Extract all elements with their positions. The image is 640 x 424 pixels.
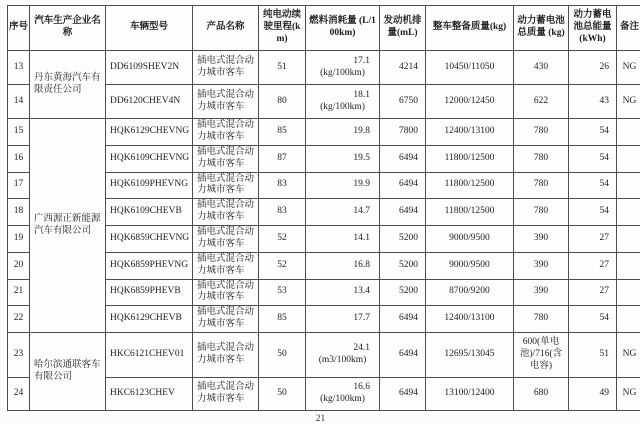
cell-battery-energy: 54 [569,145,617,172]
cell-model: HQK6129CHEVNG [106,119,193,146]
cell-battery-mass: 622 [514,85,569,119]
header-remark: 备注 [617,6,640,51]
fuel-value: 19.9 [308,179,377,191]
cell-engine-displacement: 6494 [380,145,426,172]
cell-engine-displacement: 6494 [380,378,426,411]
cell-fuel-consumption [306,172,380,199]
fuel-value: 13.4 [308,286,377,298]
cell-engine-displacement: 6494 [380,306,426,333]
cell-serial-number: 21 [8,279,30,306]
cell-curb-weight: 12400/13100 [426,119,514,146]
cell-fuel-consumption [306,119,380,146]
cell-product-name: 插电式混合动力城市客车 [193,378,259,411]
cell-remark [617,226,640,253]
cell-serial-number: 13 [8,51,30,85]
cell-remark [617,119,640,146]
cell-fuel-consumption [306,252,380,279]
cell-product-name: 插电式混合动力城市客车 [193,119,259,146]
cell-serial-number: 15 [8,119,30,146]
cell-electric-range: 83 [259,172,306,199]
cell-serial-number: 22 [8,306,30,333]
cell-engine-displacement: 6494 [380,172,426,199]
cell-fuel-consumption [306,145,380,172]
cell-serial-number: 16 [8,145,30,172]
cell-fuel-consumption [306,51,380,85]
cell-remark: NG [617,378,640,411]
cell-model: HQK6859PHEVB [106,279,193,306]
cell-remark: NG [617,333,640,378]
cell-curb-weight: 10450/11050 [426,51,514,85]
cell-product-name: 插电式混合动力城市客车 [193,199,259,226]
fuel-value: 17.7 [308,313,377,325]
cell-battery-mass: 780 [514,145,569,172]
cell-battery-energy: 54 [569,306,617,333]
cell-engine-displacement: 5200 [380,252,426,279]
cell-model: DD6120CHEV4N [106,85,193,119]
cell-curb-weight: 12695/13045 [426,333,514,378]
cell-fuel-consumption [306,85,380,119]
header-row [8,6,640,51]
cell-model: DD6109SHEV2N [106,51,193,85]
fuel-value: 14.1 [308,233,377,245]
cell-remark: NG [617,85,640,119]
cell-electric-range: 85 [259,119,306,146]
cell-electric-range: 83 [259,199,306,226]
cell-curb-weight: 9000/9500 [426,252,514,279]
cell-product-name: 插电式混合动力城市客车 [193,172,259,199]
cell-battery-energy: 43 [569,85,617,119]
cell-curb-weight: 11800/12500 [426,199,514,226]
cell-product-name: 插电式混合动力城市客车 [193,333,259,378]
cell-model: HKC6123CHEV [106,378,193,411]
fuel-value: 16.6 [308,382,377,394]
header-curb_weight: 整车整备质量(kg) [426,6,514,51]
header-no: 序号 [8,6,30,51]
cell-manufacturer: 广西源正新能源汽车有限公司 [30,119,106,333]
cell-electric-range: 51 [259,51,306,85]
cell-remark: NG [617,51,640,85]
cell-product-name: 插电式混合动力城市客车 [193,306,259,333]
cell-battery-mass: 390 [514,252,569,279]
cell-serial-number: 17 [8,172,30,199]
cell-curb-weight: 12400/13100 [426,306,514,333]
cell-electric-range: 85 [259,306,306,333]
cell-curb-weight: 11800/12500 [426,172,514,199]
header-product: 产品名称 [193,6,259,51]
cell-battery-mass: 780 [514,119,569,146]
cell-model: HQK6109CHEVNG [106,145,193,172]
cell-battery-energy: 54 [569,119,617,146]
table-row [8,51,640,85]
cell-engine-displacement: 5200 [380,279,426,306]
header-engine: 发动机排量(mL) [380,6,426,51]
cell-electric-range: 50 [259,378,306,411]
cell-battery-energy: 49 [569,378,617,411]
cell-battery-energy: 54 [569,172,617,199]
cell-remark [617,172,640,199]
header-battery_energy: 动力蓄电池总能量 (kWh) [569,6,617,51]
cell-battery-mass: 780 [514,306,569,333]
cell-fuel-consumption [306,306,380,333]
cell-fuel-consumption [306,226,380,253]
cell-battery-mass: 780 [514,172,569,199]
cell-serial-number: 19 [8,226,30,253]
cell-manufacturer: 丹东黄海汽车有限责任公司 [30,51,106,119]
cell-serial-number: 23 [8,333,30,378]
fuel-unit: (kg/100km) [308,68,377,80]
cell-remark [617,199,640,226]
cell-battery-energy: 51 [569,333,617,378]
fuel-value: 16.8 [308,260,377,272]
cell-battery-mass: 680 [514,378,569,411]
cell-fuel-consumption [306,333,380,378]
page-number: 21 [7,414,634,424]
cell-product-name: 插电式混合动力城市客车 [193,51,259,85]
cell-battery-energy: 54 [569,199,617,226]
cell-engine-displacement: 6494 [380,199,426,226]
cell-battery-mass: 600(单电池)/716(含电容) [514,333,569,378]
cell-electric-range: 53 [259,279,306,306]
vehicle-table [7,5,640,411]
cell-serial-number: 18 [8,199,30,226]
cell-manufacturer: 哈尔滨通联客车有限公司 [30,333,106,411]
cell-product-name: 插电式混合动力城市客车 [193,85,259,119]
cell-serial-number: 14 [8,85,30,119]
cell-engine-displacement: 4214 [380,51,426,85]
cell-serial-number: 24 [8,378,30,411]
header-battery_mass: 动力蓄电池总质量 (kg) [514,6,569,51]
cell-battery-energy: 26 [569,51,617,85]
table-row [8,119,640,146]
fuel-value: 17.1 [308,56,377,68]
cell-battery-mass: 390 [514,226,569,253]
header-range: 纯电动续驶里程(km) [259,6,306,51]
cell-battery-energy: 27 [569,279,617,306]
cell-model: HQK6859CHEVNG [106,226,193,253]
cell-battery-energy: 27 [569,252,617,279]
cell-battery-mass: 430 [514,51,569,85]
cell-model: HQK6109PHEVNG [106,172,193,199]
cell-model: HQK6129CHEVB [106,306,193,333]
header-manufacturer: 汽车生产企业名称 [30,6,106,51]
fuel-unit: (m3/100km) [308,355,377,367]
cell-remark [617,279,640,306]
table-row [8,333,640,378]
fuel-value: 19.8 [308,126,377,138]
table-body [8,51,640,411]
cell-curb-weight: 12000/12450 [426,85,514,119]
cell-curb-weight: 8700/9200 [426,279,514,306]
table-header [8,6,640,51]
cell-electric-range: 80 [259,85,306,119]
header-model: 车辆型号 [106,6,193,51]
fuel-value: 19.5 [308,153,377,165]
cell-model: HQK6109CHEVB [106,199,193,226]
cell-battery-mass: 780 [514,199,569,226]
cell-product-name: 插电式混合动力城市客车 [193,252,259,279]
fuel-value: 18.1 [308,90,377,102]
cell-electric-range: 52 [259,226,306,253]
cell-electric-range: 87 [259,145,306,172]
cell-model: HQK6859PHEVNG [106,252,193,279]
fuel-unit: (kg/100km) [308,394,377,406]
cell-remark [617,145,640,172]
cell-engine-displacement: 6750 [380,85,426,119]
cell-product-name: 插电式混合动力城市客车 [193,145,259,172]
fuel-value: 24.1 [308,343,377,355]
cell-electric-range: 52 [259,252,306,279]
cell-electric-range: 50 [259,333,306,378]
cell-product-name: 插电式混合动力城市客车 [193,226,259,253]
cell-curb-weight: 11800/12500 [426,145,514,172]
cell-battery-energy: 27 [569,226,617,253]
cell-remark [617,306,640,333]
fuel-unit: (kg/100km) [308,102,377,114]
cell-curb-weight: 9000/9500 [426,226,514,253]
cell-fuel-consumption [306,199,380,226]
cell-engine-displacement: 7800 [380,119,426,146]
cell-battery-mass: 390 [514,279,569,306]
cell-curb-weight: 13100/12400 [426,378,514,411]
header-fuel: 燃料消耗量 (L/100km) [306,6,380,51]
cell-fuel-consumption [306,279,380,306]
fuel-value: 14.7 [308,206,377,218]
cell-remark [617,252,640,279]
cell-model: HKC6121CHEV01 [106,333,193,378]
cell-engine-displacement: 5200 [380,226,426,253]
cell-serial-number: 20 [8,252,30,279]
cell-engine-displacement: 6494 [380,333,426,378]
cell-product-name: 插电式混合动力城市客车 [193,279,259,306]
